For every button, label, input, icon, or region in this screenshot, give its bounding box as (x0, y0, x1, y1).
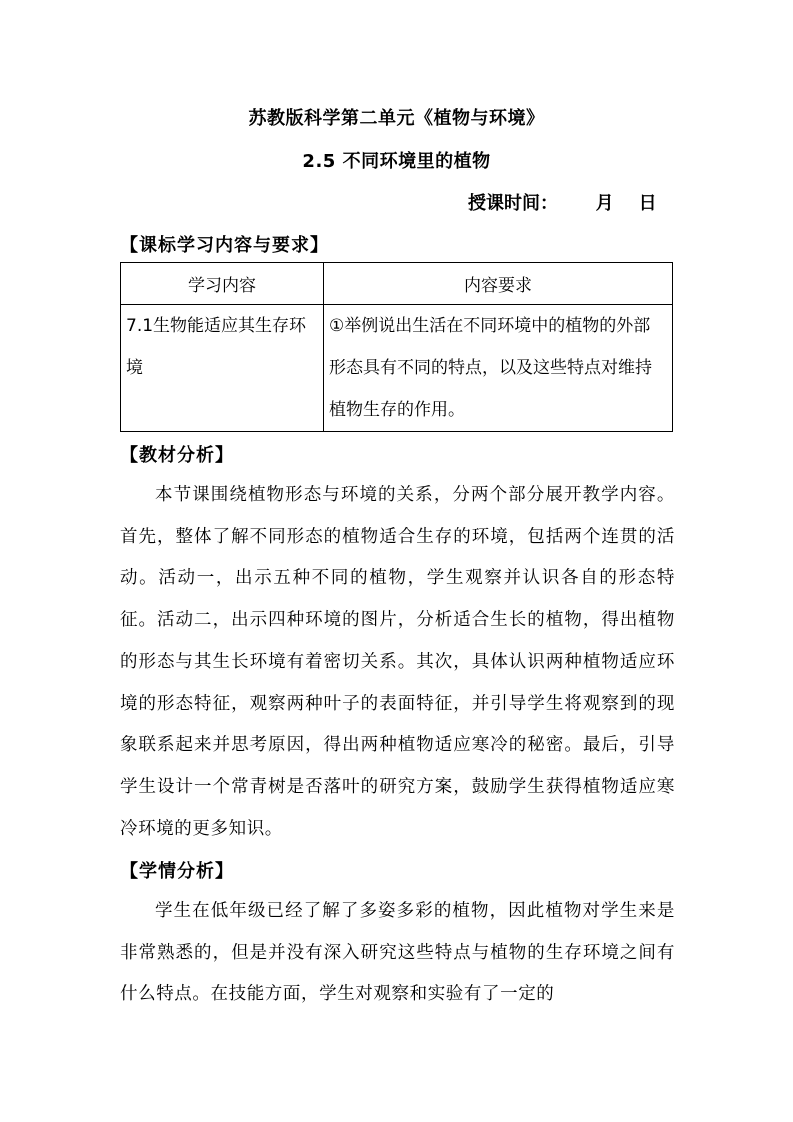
learning-content-cell: 7.1生物能适应其生存环境 (121, 305, 324, 432)
student-analysis-heading: 【学情分析】 (120, 861, 234, 882)
table-row (121, 305, 673, 432)
lesson-time: 授课时间： 月 日 (468, 193, 657, 214)
student-analysis-paragraph: 学生在低年级已经了解了多姿多彩的植物，因此植物对学生来是非常熟悉的，但是并没有深入研究这些特点与植物的生存环境之间有什么特点。在技能方面，学生对观察和实验有了一定的 (120, 901, 675, 1005)
document-title: 苏教版科学第二单元《植物与环境》 (248, 108, 545, 129)
textbook-analysis-heading: 【教材分析】 (120, 445, 234, 466)
textbook-analysis-paragraph: 本节课围绕植物形态与环境的关系，分两个部分展开教学内容。首先，整体了解不同形态的植物适合生存的环境，包括两个连贯的活动。活动一，出示五种不同的植物，学生观察并认识各自的形态特征。活动二，出示四种环境的图片，分析适合生长的植物，得出植物的形态与其生长环境有着密切关系。其次，具体认识两种植物适应环境的形态特征，观察两种叶子的表面特征，并引导学生将观察到的现象联系起来并思考原因，得出两种植物适应寒冷的秘密。最后，引导学生设计一个常青树是否落叶的研究方案，鼓励学生获得植物适应寒冷环境的更多知识。 (120, 485, 675, 839)
column-header-requirement: 内容要求 (324, 263, 673, 305)
standards-heading: 【课标学习内容与要求】 (120, 235, 329, 256)
lesson-title: 2.5 不同环境里的植物 (302, 151, 491, 172)
requirement-cell: ①举例说出生活在不同环境中的植物的外部形态具有不同的特点，以及这些特点对维持植物生存的作用。 (324, 305, 673, 432)
column-header-content: 学习内容 (121, 263, 324, 305)
standards-table (120, 262, 673, 432)
table-header-row (121, 263, 673, 305)
